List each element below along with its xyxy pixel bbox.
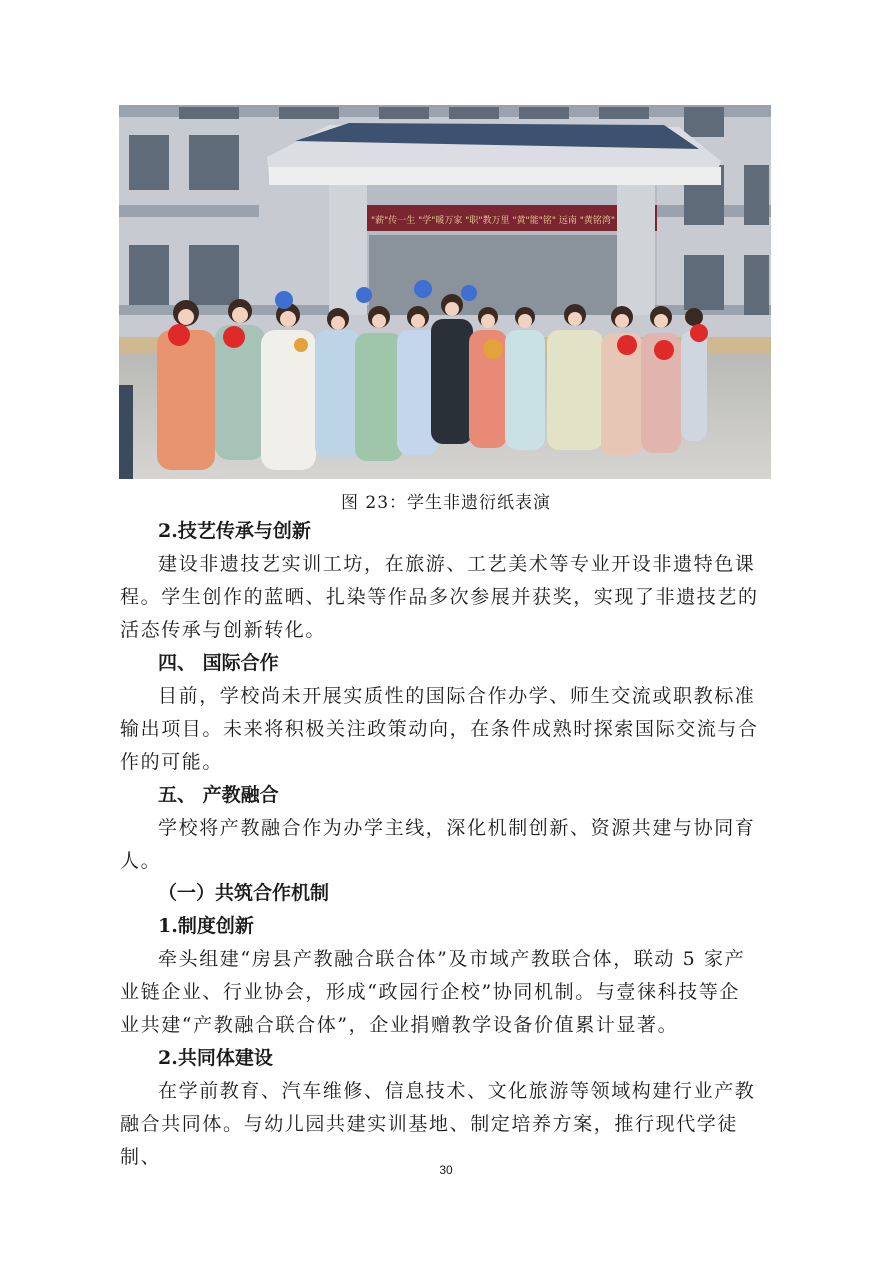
heading-skill-inheritance: 2.技艺传承与创新 [158,520,311,542]
heading-cooperation-mechanism: （一）共筑合作机制 [158,882,330,904]
heading-industry-education: 五、 产教融合 [158,784,279,806]
page-number: 30 [439,1163,453,1177]
heading-international-cooperation: 四、 国际合作 [158,652,279,674]
students-performance-photo [119,105,771,479]
para-international-cooperation: 目前，学校尚未开展实质性的国际合作办学、师生交流或职教标准 输出项目。未来将积极关注政策动向，在条件成熟时探索国际交流与合 作的可能。 [120,685,759,773]
para-industry-education: 学校将产教融合作为办学主线，深化机制创新、资源共建与协同育 人。 [120,817,756,872]
figure-photo [119,105,771,479]
para-community-building: 在学前教育、汽车维修、信息技术、文化旅游等领域构建行业产教 融合共同体。与幼儿园共建实训基地、制定培养方案，推行现代学徒制、 [120,1080,756,1168]
banner-text: "薪"传一生 "学"暖万家 "职"教万里 "黄"能"铭" 远南 "黄铭湾" [371,216,615,226]
para-system-innovation: 牵头组建“房县产教融合联合体”及市域产教联合体，联动 5 家产 业链企业、行业协会，形成“政园行企校”协同机制。与壹徕科技等企 业共建“产教融合联合体”，企业捐赠教学设备价值累计显著。 [120,948,746,1036]
para-skill-inheritance: 建设非遗技艺实训工坊，在旅游、工艺美术等专业开设非遗特色课 程。学生创作的蓝晒、扎染等作品多次参展并获奖，实现了非遗技艺的 活态传承与创新转化。 [120,553,759,641]
heading-community-building: 2.共同体建设 [158,1047,273,1069]
heading-system-innovation: 1.制度创新 [158,915,254,937]
figure-caption: 图 23：学生非遗衍纸表演 [340,493,552,513]
